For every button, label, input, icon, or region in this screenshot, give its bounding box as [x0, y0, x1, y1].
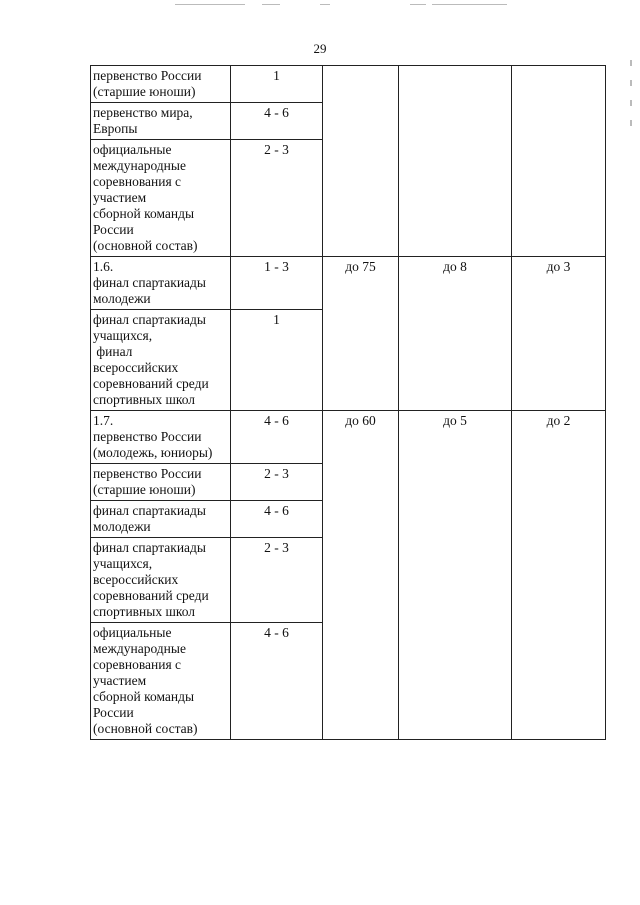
group-value-col5: до 2 [512, 411, 606, 740]
competition-name-line: России [93, 705, 134, 720]
competition-name-line: финал спартакиады [93, 540, 206, 555]
place-cell: 2 - 3 [231, 140, 323, 257]
group-value-col3: до 60 [323, 411, 399, 740]
competition-name-cell [91, 103, 231, 140]
competition-name-line: молодежи [93, 291, 151, 306]
competition-name-line: 1.6. [93, 259, 114, 274]
competition-name-line: всероссийских [93, 572, 179, 587]
competition-name-line: первенство мира, [93, 105, 193, 120]
place-cell: 4 - 6 [231, 411, 323, 464]
competition-name-line: России [93, 222, 134, 237]
place-cell: 4 - 6 [231, 623, 323, 740]
competition-name-line: (молодежь, юниоры) [93, 445, 213, 460]
competition-name-cell [91, 140, 231, 257]
place-cell: 4 - 6 [231, 501, 323, 538]
competition-name-line: спортивных школ [93, 392, 196, 407]
competition-name-line: сборной команды [93, 206, 195, 221]
competition-name-cell [91, 411, 231, 464]
group-value-col5 [512, 66, 606, 257]
group-value-col3 [323, 66, 399, 257]
competition-name-line: спортивных школ [93, 604, 196, 619]
competition-name-cell [91, 257, 231, 310]
results-table-body [91, 66, 606, 740]
competition-name-line: молодежи [93, 519, 151, 534]
competition-name-line: сборной команды [93, 689, 195, 704]
competition-name-line: финал спартакиады [93, 503, 206, 518]
competition-name-line: 1.7. [93, 413, 114, 428]
competition-name-line: первенство России [93, 429, 202, 444]
competition-name-line: соревнования с [93, 174, 182, 189]
competition-name-line: участием [93, 190, 147, 205]
competition-name-cell [91, 538, 231, 623]
competition-name-line: международные [93, 641, 186, 656]
table-row [91, 257, 606, 310]
competition-name-line: финал спартакиады [93, 312, 206, 327]
competition-name-line: учащихся, [93, 328, 153, 343]
page-number: 29 [313, 41, 327, 56]
place-cell: 2 - 3 [231, 538, 323, 623]
competition-name-line: первенство России [93, 466, 202, 481]
place-cell: 1 - 3 [231, 257, 323, 310]
competition-name-line: Европы [93, 121, 138, 136]
place-cell: 2 - 3 [231, 464, 323, 501]
competition-name-cell [91, 501, 231, 538]
competition-name-line: учащихся, [93, 556, 153, 571]
table-row [91, 411, 606, 464]
competition-name-line: (основной состав) [93, 721, 198, 736]
competition-name-line: соревнований среди [93, 588, 209, 603]
scan-artifact-side [630, 60, 638, 140]
scan-artifact-top [0, 2, 640, 8]
group-value-col5: до 3 [512, 257, 606, 411]
place-cell: 1 [231, 66, 323, 103]
competition-name-line: соревнований среди [93, 376, 209, 391]
group-value-col4: до 5 [399, 411, 512, 740]
competition-name-line: всероссийских [93, 360, 179, 375]
group-value-col3: до 75 [323, 257, 399, 411]
competition-name-line: участием [93, 673, 147, 688]
competition-name-cell [91, 464, 231, 501]
results-table [90, 65, 606, 740]
group-value-col4: до 8 [399, 257, 512, 411]
competition-name-line: (старшие юноши) [93, 482, 196, 497]
table-row [91, 66, 606, 103]
competition-name-line: международные [93, 158, 186, 173]
competition-name-line: официальные [93, 142, 172, 157]
competition-name-line: финал [93, 344, 133, 359]
competition-name-cell [91, 623, 231, 740]
competition-name-line: (старшие юноши) [93, 84, 196, 99]
competition-name-line: (основной состав) [93, 238, 198, 253]
competition-name-cell [91, 310, 231, 411]
competition-name-line: первенство России [93, 68, 202, 83]
place-cell: 4 - 6 [231, 103, 323, 140]
competition-name-line: официальные [93, 625, 172, 640]
place-cell: 1 [231, 310, 323, 411]
competition-name-line: соревнования с [93, 657, 182, 672]
group-value-col4 [399, 66, 512, 257]
competition-name-line: финал спартакиады [93, 275, 206, 290]
competition-name-cell [91, 66, 231, 103]
